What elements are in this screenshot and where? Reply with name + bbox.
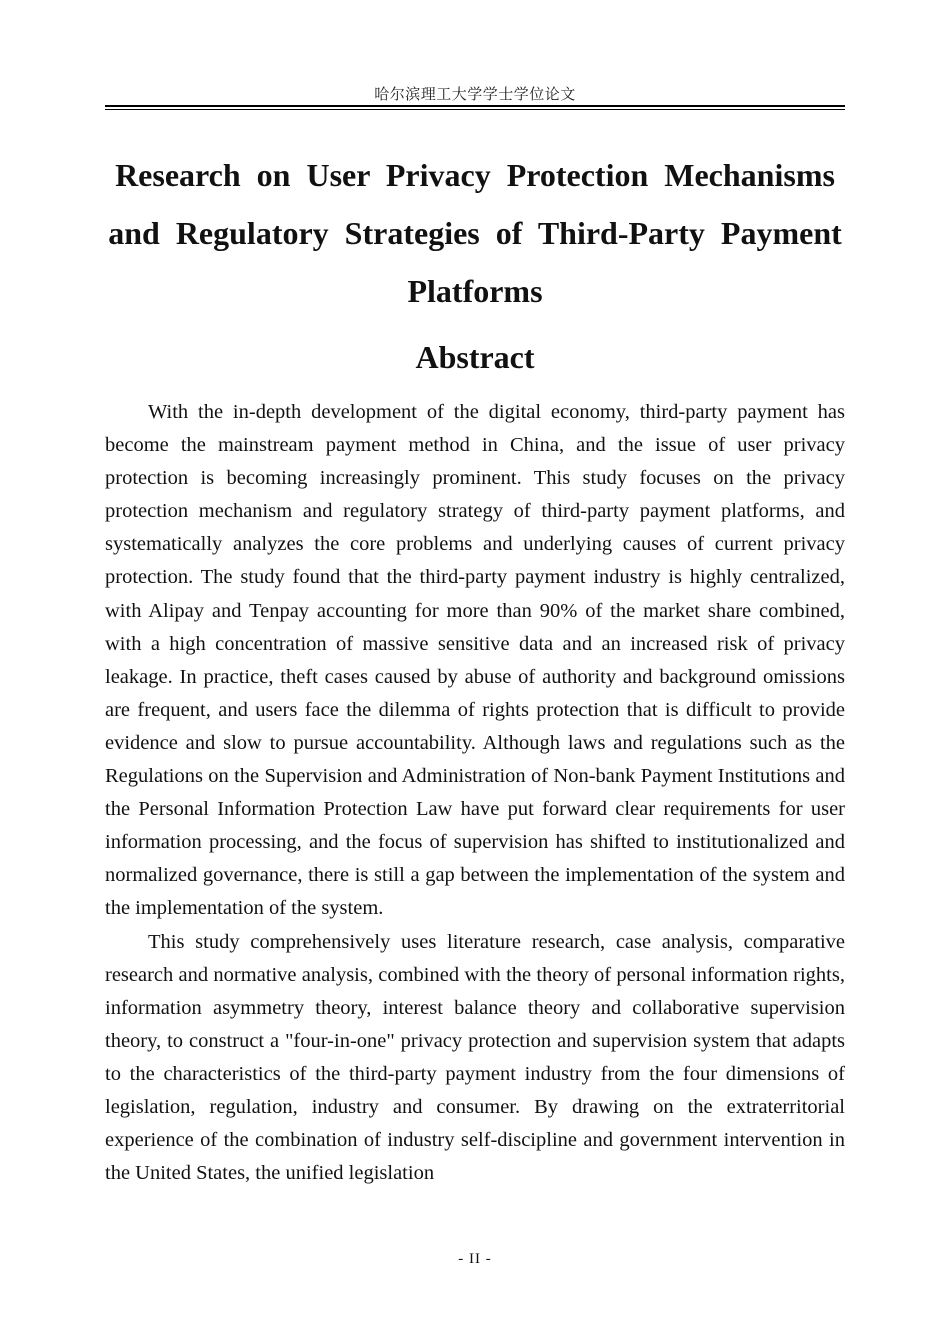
abstract-paragraph-2: This study comprehensively uses literature research, case analysis, comparative research and normative analysis, combined with the theory of personal information rights, information asymmetry theory, interest balance theory and collaborative supervision theory, to construct a "four-in-one" privacy protection and supervision system that adapts to the characteristics of the third-party payment industry from the four dimensions of legislation, regulation, industry and consumer. By drawing on the extraterritorial experience of the combination of industry self-discipline and government intervention in the United States, the unified legislation <box>105 930 845 1185</box>
page-number: - II - <box>458 1251 492 1267</box>
running-header: 哈尔滨理工大学学士学位论文 <box>374 87 576 103</box>
abstract-paragraph-1: With the in-depth development of the digital economy, third-party payment has become the mainstream payment method in China, and the issue of user privacy protection is becoming increasingly prominent. This study focuses on the privacy protection mechanism and regulatory strategy of third-party payment platforms, and systematically analyzes the core problems and underlying causes of current privacy protection. The study found that the third-party payment industry is highly centralized, with Alipay and Tenpay accounting for more than 90% of the market share combined, with a high concentration of massive sensitive data and an increased risk of privacy leakage. In practice, theft cases caused by abuse of authority and background omissions are frequent, and users face the dilemma of rights protection that is difficult to provide evidence and slow to pursue accountability. Although laws and regulations such as the Regulations on the Supervision and Administration of Non-bank Payment Institutions and the Personal Information Protection Law have put forward clear requirements for user information processing, and the focus of supervision has shifted to institutionalized and normalized governance, there is still a gap between the implementation of the system and the implementation of the system. <box>105 401 845 920</box>
thesis-title: Research on User Privacy Protection Mechanisms and Regulatory Strategies of Third-Party Payment Platforms <box>108 157 842 309</box>
header-rule-thin <box>105 109 845 110</box>
abstract-body <box>105 396 845 1190</box>
header-rule-thick <box>105 105 845 107</box>
abstract-heading: Abstract <box>415 339 535 375</box>
